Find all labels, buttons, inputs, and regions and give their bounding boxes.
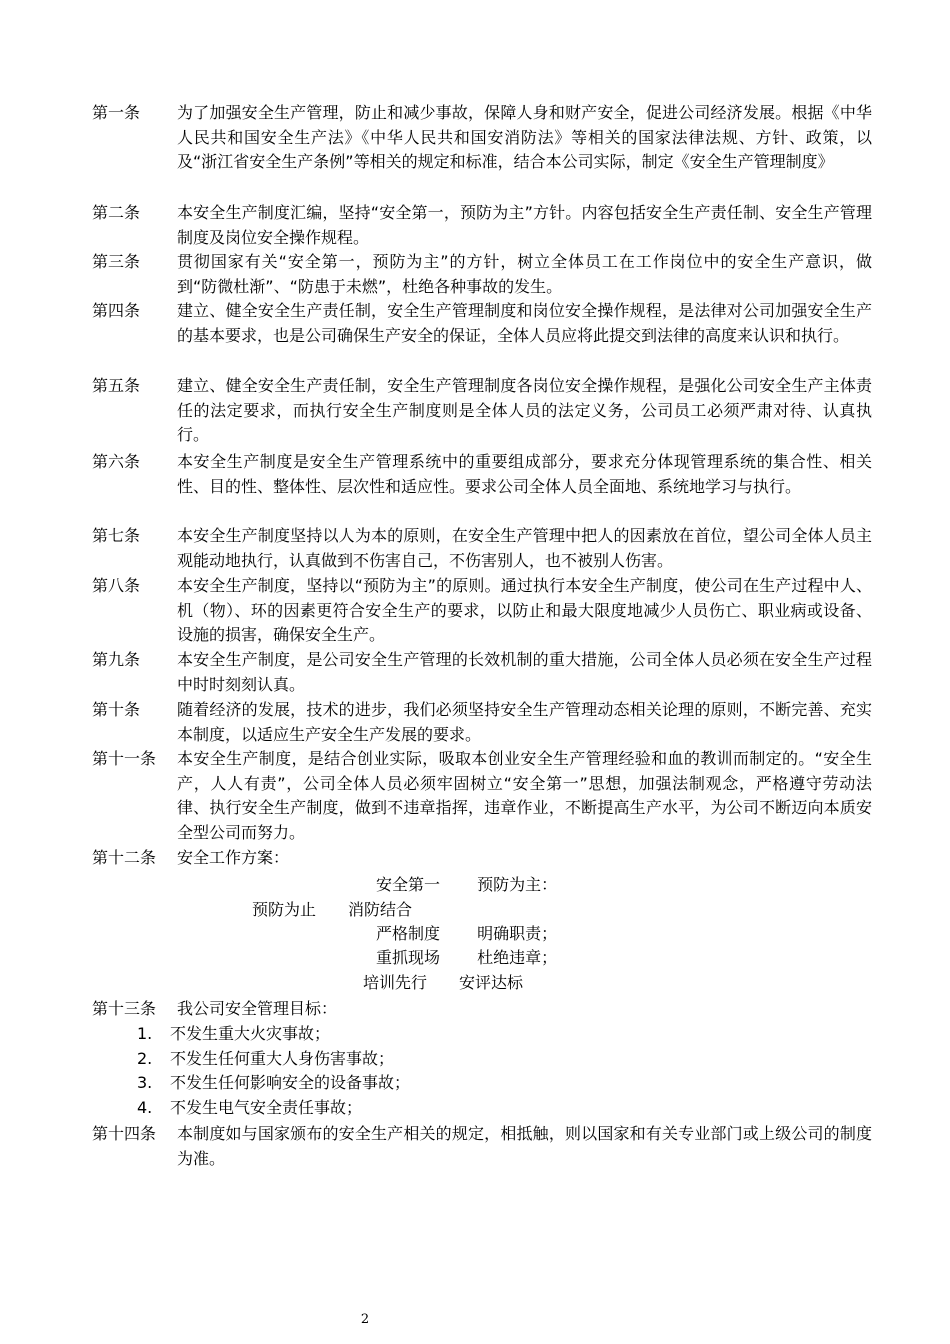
article-3 <box>92 250 872 299</box>
article-text: 本安全生产制度是安全生产管理系统中的重要组成部分，要求充分体现管理系统的集合性、相关性、目的性、整体性、层次性和适应性。要求公司全体人员全面地、系统地学习与执行。 <box>177 452 872 496</box>
article-text: 本安全生产制度，是公司安全生产管理的长效机制的重大措施，公司全体人员必须在安全生产过程中时时刻刻认真。 <box>177 650 872 694</box>
goal-text: 不发生任何影响安全的设备事故； <box>170 1073 411 1092</box>
article-number: 第三条 <box>92 252 141 271</box>
article-number: 第十一条 <box>92 749 157 768</box>
article-text: 我公司安全管理目标： <box>177 999 338 1018</box>
goal-item-4 <box>137 1096 362 1120</box>
article-text: 建立、健全安全生产责任制，安全生产管理制度和岗位安全操作规程，是法律对公司加强安全生产的基本要求，也是公司确保生产安全的保证，全体人员应将此提交到法律的高度来认识和执行。 <box>177 301 872 345</box>
article-number: 第八条 <box>92 576 141 595</box>
article-number: 第五条 <box>92 376 141 395</box>
article-text: 贯彻国家有关“安全第一，预防为主”的方针，树立全体员工在工作岗位中的安全生产意识，做到“防微杜渐”、“防患于未燃”，杜绝各种事故的发生。 <box>177 252 872 296</box>
article-13 <box>92 997 872 1022</box>
article-4 <box>92 299 872 348</box>
article-11 <box>92 747 872 845</box>
article-12 <box>92 846 872 871</box>
article-text: 建立、健全安全生产责任制，安全生产管理制度各岗位安全操作规程，是强化公司安全生产主体责任的法定要求，而执行安全生产制度则是全体人员的法定义务，公司员工必须严肃对待、认真执行。 <box>177 376 872 444</box>
article-number: 第六条 <box>92 452 141 471</box>
goal-text: 不发生任何重大人身伤害事故； <box>170 1049 395 1068</box>
plan-line-4: 重抓现场 杜绝违章； <box>376 948 558 967</box>
article-14 <box>92 1122 872 1171</box>
goal-text: 不发生重大火灾事故； <box>170 1024 331 1043</box>
article-10 <box>92 698 872 747</box>
goal-number: 2. <box>137 1049 153 1068</box>
article-7 <box>92 524 872 573</box>
article-5 <box>92 374 872 448</box>
article-number: 第七条 <box>92 526 141 545</box>
article-text: 为了加强安全生产管理，防止和减少事故，保障人身和财产安全，促进公司经济发展。根据《中华人民共和国安全生产法》《中华人民共和国安消防法》等相关的国家法律法规、方针、政策，以及“浙江省安全生产条例”等相关的规定和标准，结合本公司实际，制定《安全生产管理制度》 <box>177 103 872 171</box>
article-number: 第一条 <box>92 103 141 122</box>
goal-number: 3. <box>137 1073 153 1092</box>
article-number: 第十三条 <box>92 999 157 1018</box>
goal-number: 4. <box>137 1098 153 1117</box>
plan-line-3: 严格制度 明确职责； <box>376 924 558 943</box>
article-number: 第九条 <box>92 650 141 669</box>
article-8 <box>92 574 872 648</box>
article-text: 本安全生产制度，坚持以“预防为主”的原则。通过执行本安全生产制度，使公司在生产过程中人、机（物）、环的因素更符合安全生产的要求，以防止和最大限度地减少人员伤亡、职业病或设备、设施的损害，确保安全生产。 <box>177 576 872 644</box>
article-text: 本安全生产制度汇编，坚持“安全第一，预防为主”方针。内容包括安全生产责任制、安全生产管理制度及岗位安全操作规程。 <box>177 203 872 247</box>
article-6 <box>92 450 872 499</box>
article-2 <box>92 201 872 250</box>
goal-number: 1. <box>137 1024 153 1043</box>
article-number: 第二条 <box>92 203 141 222</box>
article-9 <box>92 648 872 697</box>
article-number: 第十四条 <box>92 1124 157 1143</box>
article-number: 第十条 <box>92 700 141 719</box>
goal-item-2 <box>137 1047 394 1071</box>
plan-line-1: 安全第一 预防为主： <box>376 875 558 894</box>
article-number: 第十二条 <box>92 848 157 867</box>
article-1 <box>92 101 872 175</box>
goal-item-3 <box>137 1071 410 1095</box>
page-number: 2 <box>360 1312 370 1327</box>
article-number: 第四条 <box>92 301 141 320</box>
article-text: 本安全生产制度，是结合创业实际，吸取本创业安全生产管理经验和血的教训而制定的。“安全生产，人人有责”，公司全体人员必须牢固树立“安全第一”思想，加强法制观念，严格遵守劳动法律、执行安全生产制度，做到不违章指挥，违章作业，不断提高生产水平，为公司不断迈向本质安全型公司而努力。 <box>177 749 872 842</box>
article-text: 本安全生产制度坚持以人为本的原则，在安全生产管理中把人的因素放在首位，望公司全体人员主观能动地执行，认真做到不伤害自己，不伤害别人，也不被别人伤害。 <box>177 526 872 570</box>
article-text: 安全工作方案： <box>177 848 290 867</box>
plan-line-5: 培训先行 安评达标 <box>363 973 524 992</box>
article-text: 本制度如与国家颁布的安全生产相关的规定，相抵触，则以国家和有关专业部门或上级公司的制度为准。 <box>177 1124 872 1168</box>
article-text: 随着经济的发展，技术的进步，我们必须坚持安全生产管理动态相关论理的原则，不断完善、充实本制度，以适应生产安全生产发展的要求。 <box>177 700 872 744</box>
goal-item-1 <box>137 1022 330 1046</box>
plan-line-2: 预防为止 消防结合 <box>252 900 413 919</box>
goal-text: 不发生电气安全责任事故； <box>170 1098 363 1117</box>
